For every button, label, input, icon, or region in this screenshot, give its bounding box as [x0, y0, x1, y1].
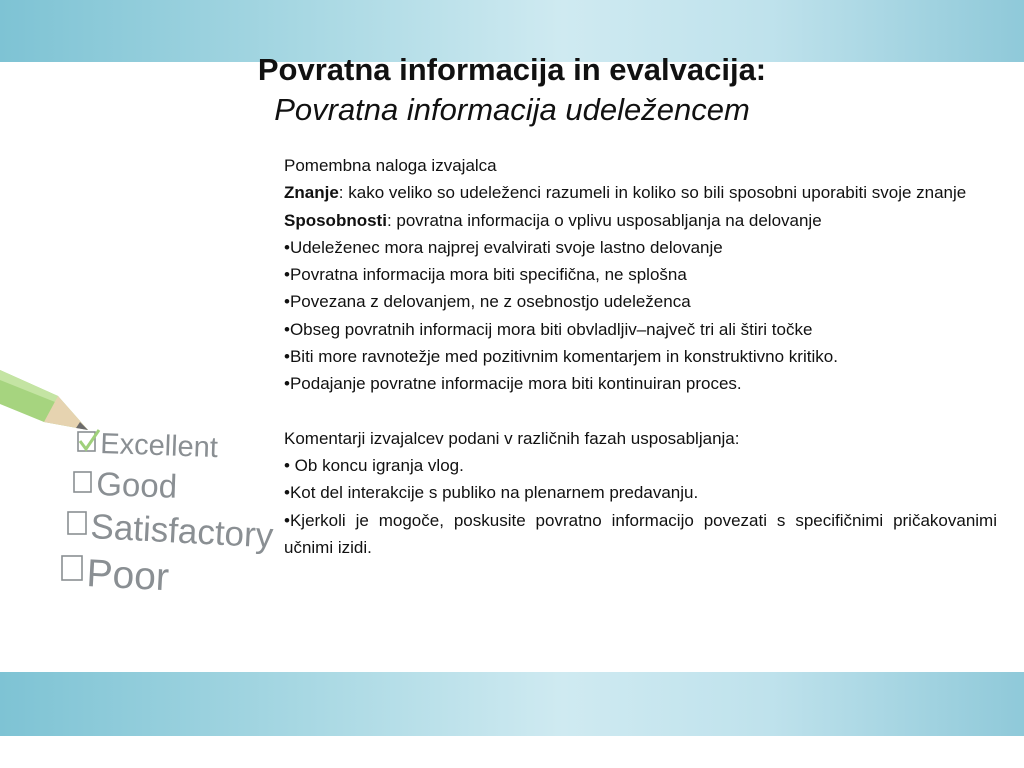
bullet-item: •Povezana z delovanjem, ne z osebnostjo udeleženca	[284, 292, 691, 312]
bottom-banner	[0, 672, 1024, 736]
comment-item: • Ob koncu igranja vlog.	[284, 455, 464, 475]
checkbox-poor-icon	[62, 556, 82, 580]
sposobnosti-text: : povratna informacija o vplivu usposabljanja na delovanje	[386, 210, 822, 230]
checklist-item-poor: Poor	[85, 552, 171, 600]
checklist-illustration	[0, 360, 280, 620]
checklist-item-excellent: Excellent	[99, 428, 219, 465]
slide-title	[0, 50, 1024, 130]
bullet-item: •Obseg povratnih informacij mora biti obvladljiv–največ tri ali štiri točke	[284, 319, 813, 339]
bullet-item: •Povratna informacija mora biti specifična, ne splošna	[284, 265, 687, 285]
intro-text: Pomembna naloga izvajalca	[284, 156, 497, 175]
sposobnosti-paragraph	[284, 207, 997, 234]
title-line-2: Povratna informacija udeležencem	[274, 92, 750, 127]
znanje-paragraph	[284, 179, 997, 206]
znanje-text: : kako veliko so udeleženci razumeli in koliko so bili sposobni uporabiti svoje znanje	[338, 183, 967, 203]
checklist-item-satisfactory: Satisfactory	[89, 507, 275, 556]
slide-body	[284, 152, 997, 561]
title-line-1: Povratna informacija in evalvacija:	[257, 52, 767, 87]
bullet-item: •Udeleženec mora najprej evalvirati svoje lastno delovanje	[284, 237, 723, 257]
pencil-icon	[0, 370, 88, 430]
comment-item: •Kot del interakcije s publiko na plenarnem predavanju.	[284, 483, 699, 503]
comment-item: •Kjerkoli je mogoče, poskusite povratno informacijo povezati s specifičnimi pričakovanimi učnimi izidi.	[284, 510, 997, 557]
checklist-item-good: Good	[95, 465, 178, 505]
spacer	[284, 398, 997, 425]
sposobnosti-label: Sposobnosti	[284, 210, 387, 230]
bullet-item: •Biti more ravnotežje med pozitivnim komentarjem in konstruktivno kritiko.	[284, 347, 838, 367]
checkbox-good-icon	[74, 472, 91, 492]
bullet-item: •Podajanje povratne informacije mora biti kontinuiran proces.	[284, 374, 742, 394]
znanje-label: Znanje	[284, 183, 339, 203]
comments-heading: Komentarji izvajalcev podani v različnih fazah usposabljanja:	[284, 428, 740, 448]
checkbox-satisfactory-icon	[68, 512, 86, 534]
checkmark-icon	[80, 430, 99, 449]
